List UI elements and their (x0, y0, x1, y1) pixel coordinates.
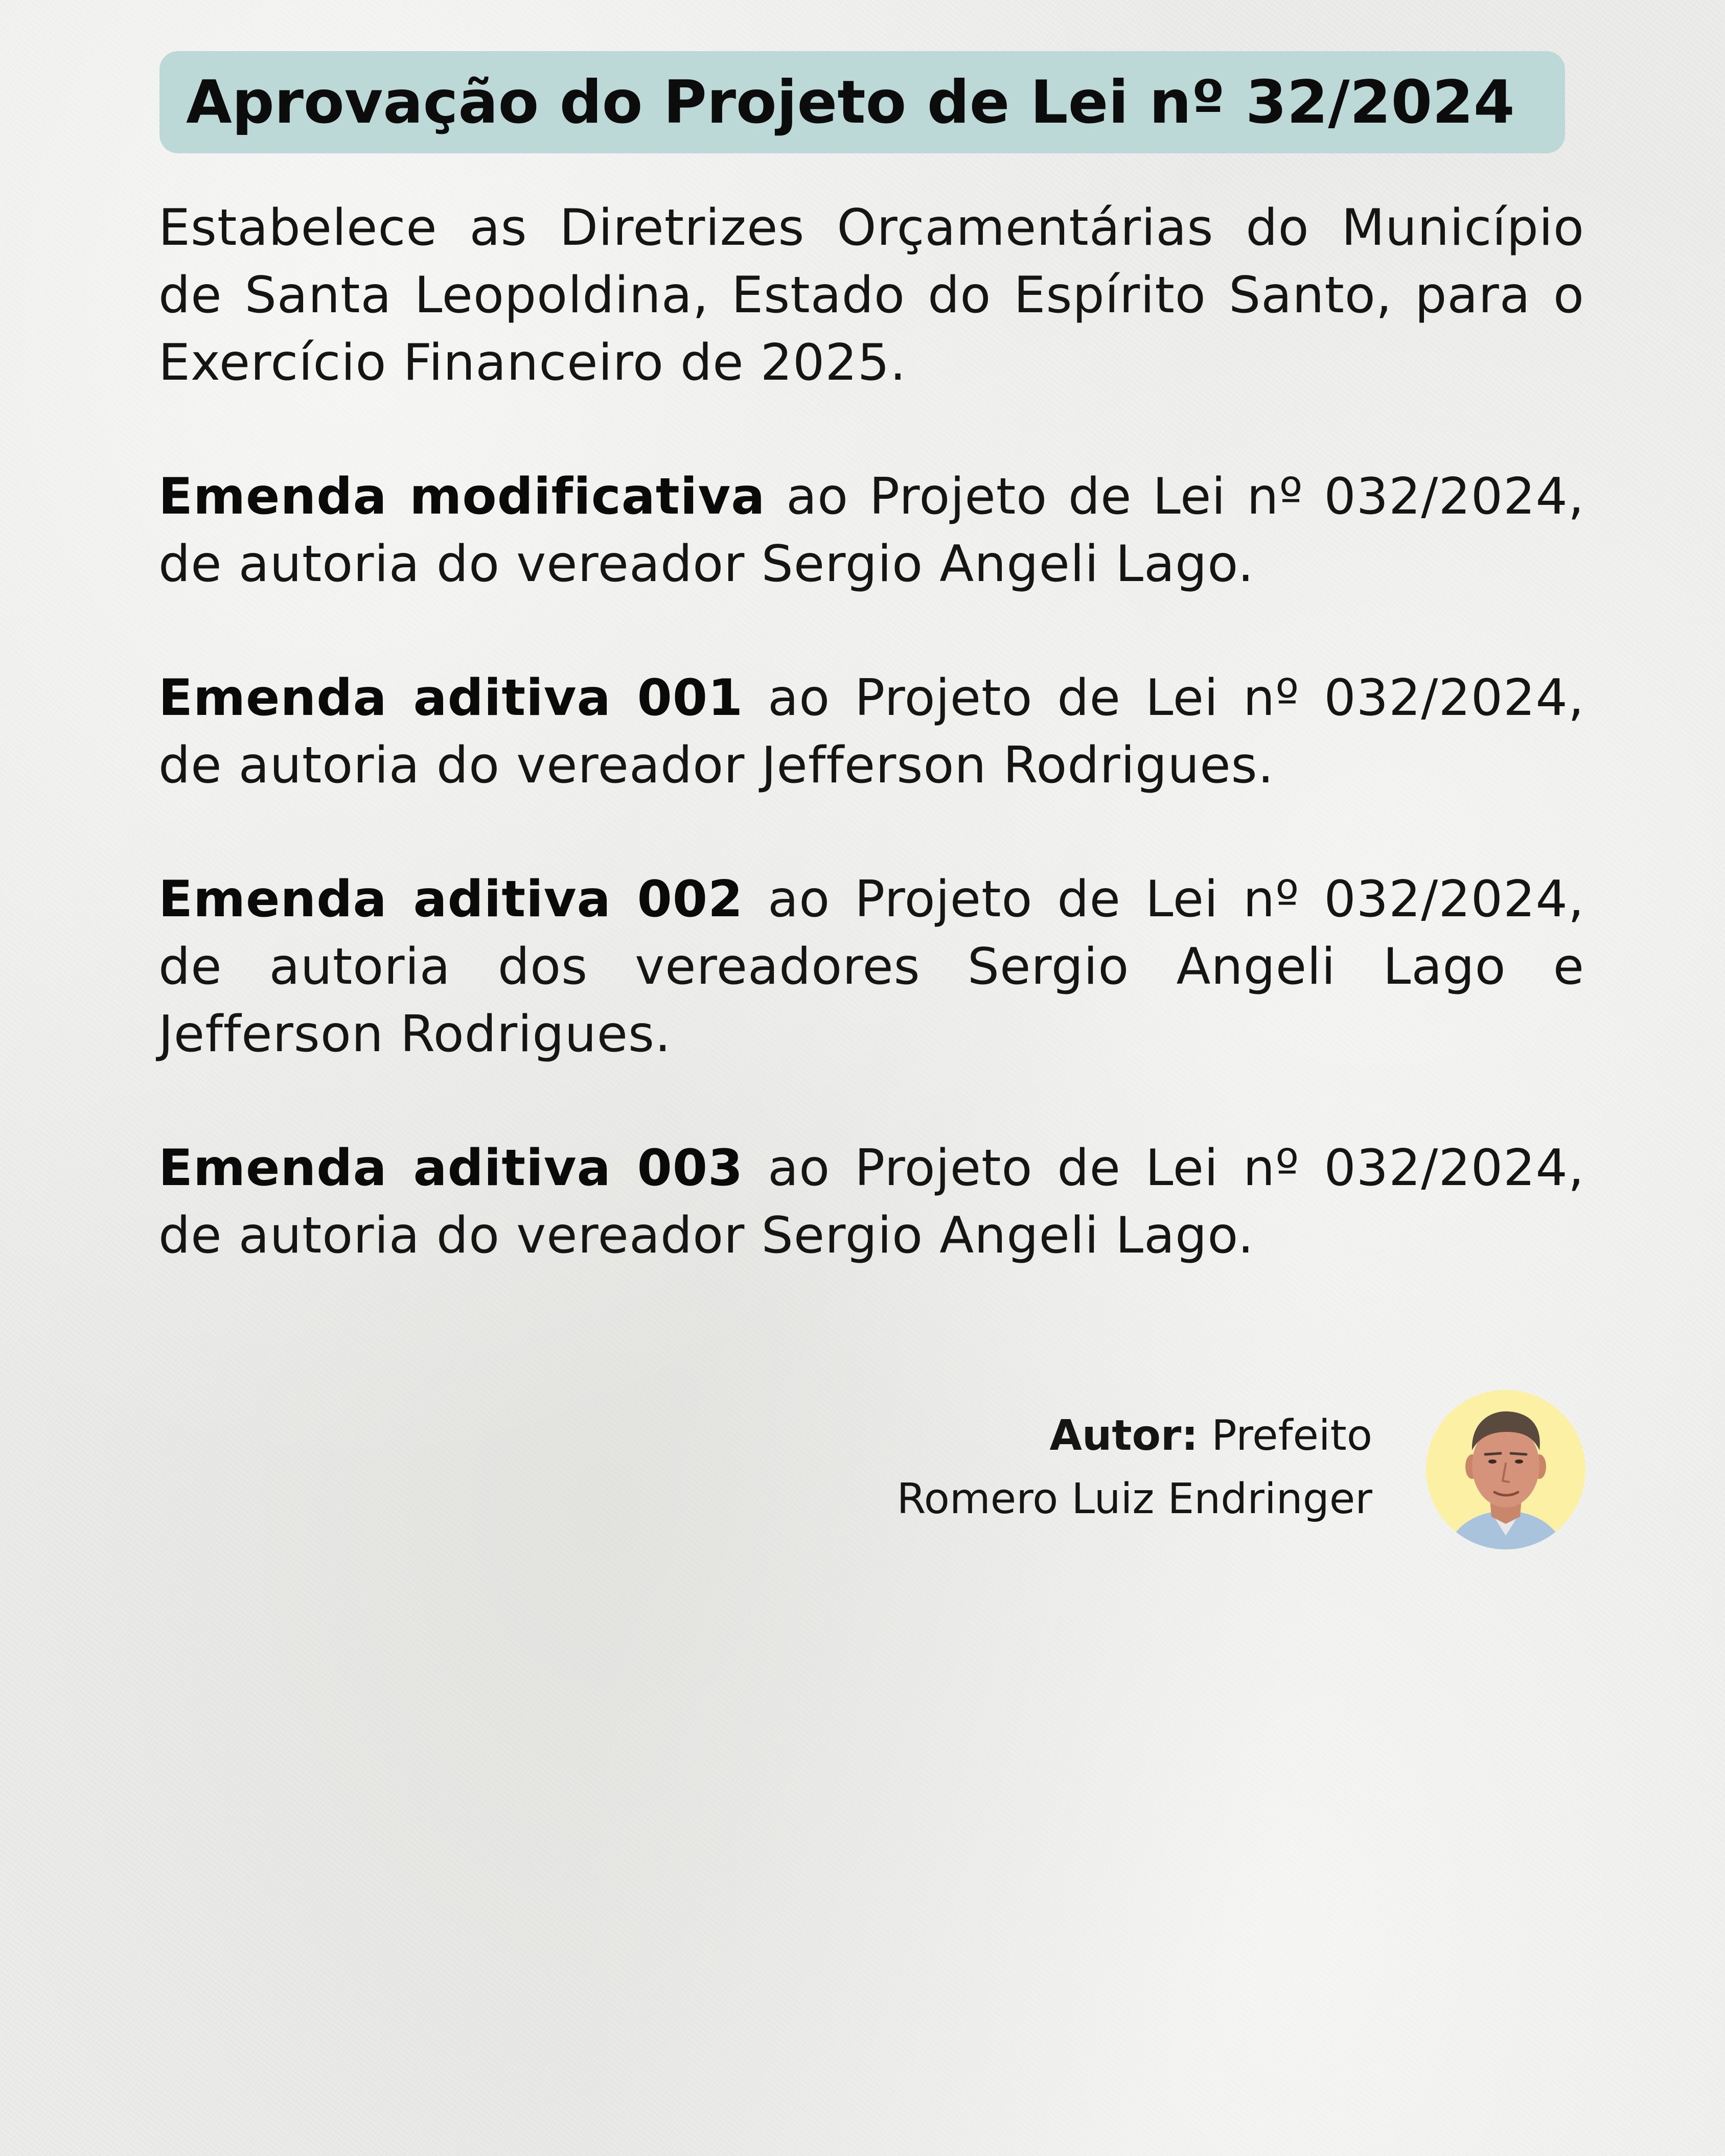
amendment-text: ao Projeto de Lei nº 032/2024, de autoria do vereador Sergio Angeli Lago. (158, 1139, 1584, 1265)
author-avatar (1426, 1390, 1585, 1549)
author-label: Autor: (1049, 1411, 1199, 1460)
amendment-label: Emenda aditiva 003 (158, 1139, 744, 1197)
amendment-paragraph (158, 1134, 1584, 1269)
amendment-paragraph (158, 463, 1584, 598)
author-portrait-icon (1426, 1390, 1585, 1549)
author-role-line (896, 1404, 1372, 1468)
page-title: Aprovação do Projeto de Lei nº 32/2024 (186, 67, 1515, 137)
amendment-text: ao Projeto de Lei nº 032/2024, de autoria dos vereadores Sergio Angeli Lago e Jefferson Rodrigues. (158, 870, 1584, 1063)
document-body (158, 194, 1584, 1336)
amendment-paragraph (158, 866, 1584, 1068)
amendment-label: Emenda aditiva 002 (158, 870, 744, 929)
title-banner (159, 51, 1565, 153)
intro-paragraph: Estabelece as Diretrizes Orçamentárias do Município de Santa Leopoldina, Estado do Espírito Santo, para o Exercício Financeiro de 2025. (158, 199, 1584, 392)
author-name: Romero Luiz Endringer (896, 1475, 1372, 1523)
amendment-text: ao Projeto de Lei nº 032/2024, de autoria do vereador Sergio Angeli Lago. (158, 468, 1584, 593)
amendment-label: Emenda aditiva 001 (158, 669, 744, 727)
amendment-paragraph (158, 664, 1584, 799)
author-role: Prefeito (1198, 1411, 1372, 1460)
author-block (896, 1404, 1372, 1531)
amendment-label: Emenda modificativa (158, 468, 766, 526)
amendment-text: ao Projeto de Lei nº 032/2024, de autoria do vereador Jefferson Rodrigues. (158, 669, 1584, 795)
